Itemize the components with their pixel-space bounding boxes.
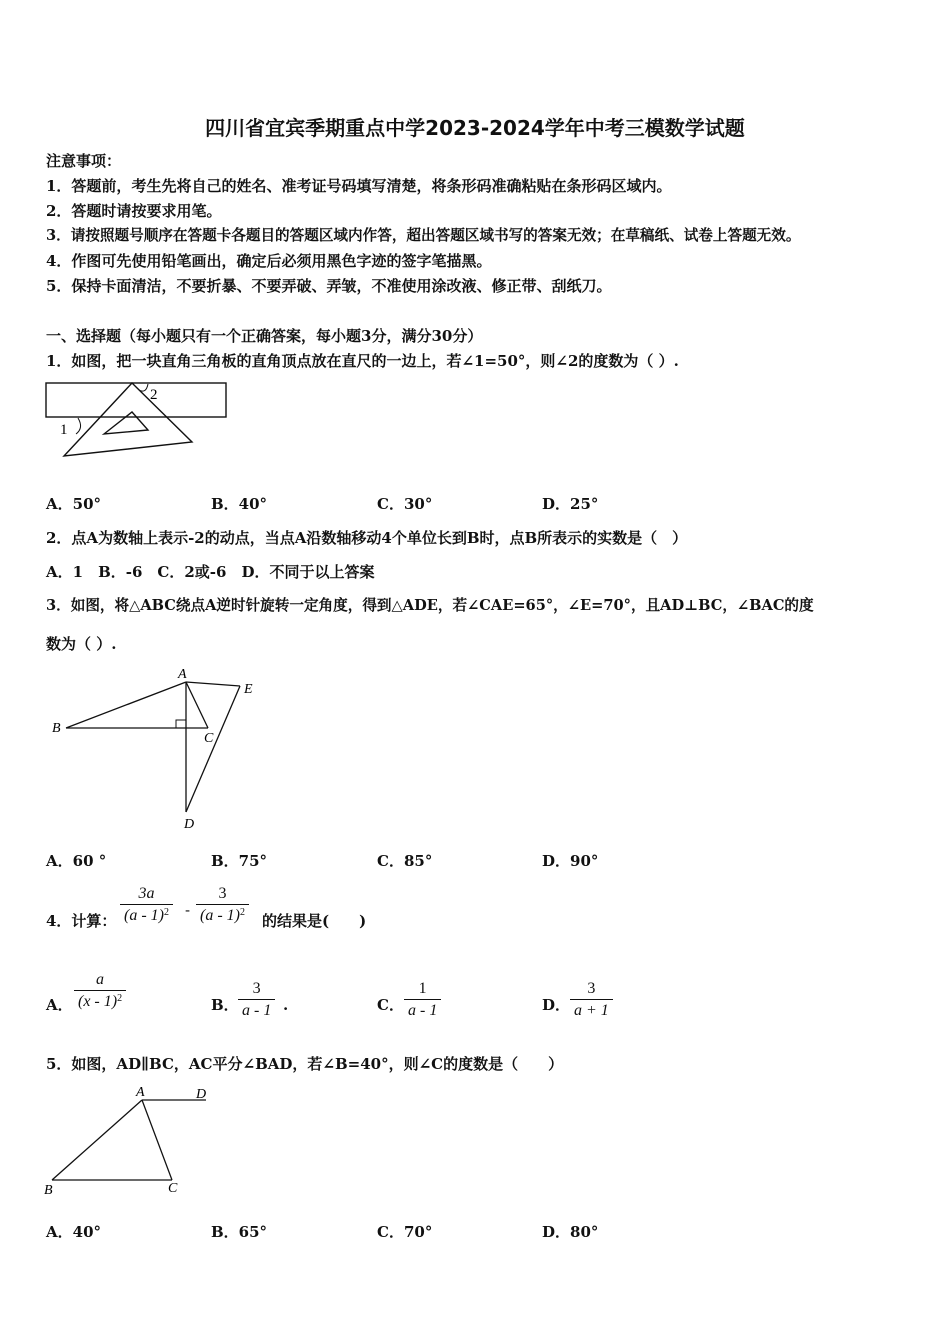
q4-option-a-label: A．: [46, 996, 73, 1014]
q4-fraction-1: $\frac{3a}{(a - 1)^2}$: [120, 884, 173, 927]
q5-option-b: B．65°: [211, 1223, 268, 1241]
notice-item-4: 4．作图可先使用铅笔画出，确定后必须用黑色字迹的签字笔描黑。: [46, 252, 492, 270]
q1-angle2-label: 2: [150, 387, 158, 403]
q5-option-a: A．40°: [46, 1223, 102, 1241]
q4-option-b-label: B．: [211, 996, 239, 1014]
q4-minus: -: [185, 901, 191, 919]
q5-label-a: A: [136, 1085, 145, 1100]
q4-option-d-fraction: $\frac{3}{a + 1}$: [570, 979, 613, 1022]
q1-option-a: A．50°: [46, 495, 102, 513]
question-5-text: 5．如图，AD∥BC，AC平分∠BAD，若∠B=40°，则∠C的度数是（ ）: [46, 1055, 564, 1073]
question-4-suffix: 的结果是( ): [262, 912, 367, 930]
question-3-text-line1: 3．如图，将△ABC绕点A逆时针旋转一定角度，得到△ADE，若∠CAE=65°，∠E=70°，且AD⊥BC，∠BAC的度: [46, 597, 814, 614]
q1-option-d: D．25°: [542, 495, 599, 513]
question-1-figure: [40, 378, 240, 462]
question-5-figure: [40, 1082, 230, 1202]
q3-label-e: E: [244, 682, 253, 697]
question-1-text: 1．如图，把一块直角三角板的直角顶点放在直尺的一边上，若∠1=50°，则∠2的度数为（ ）.: [46, 352, 679, 370]
q5-option-c: C．70°: [377, 1223, 433, 1241]
q4-option-b-dot: .: [283, 996, 289, 1014]
q1-option-b: B．40°: [211, 495, 268, 513]
q4-option-b-fraction: $\frac{3}{a - 1}$: [238, 979, 275, 1022]
question-3-text-line2: 数为（ ）.: [46, 635, 117, 653]
q1-option-c: C．30°: [377, 495, 433, 513]
notice-item-2: 2．答题时请按要求用笔。: [46, 202, 222, 220]
q3-label-c: C: [204, 731, 214, 746]
question-3-figure: [48, 666, 268, 836]
page-title: 四川省宜宾季期重点中学2023-2024学年中考三模数学试题: [205, 116, 745, 140]
q2-options: A．1 B．-6 C．2或-6 D．不同于以上答案: [46, 563, 375, 581]
notice-heading: 注意事项：: [46, 152, 122, 170]
q4-option-c-fraction: $\frac{1}{a - 1}$: [404, 979, 441, 1022]
section-heading: 一、选择题（每小题只有一个正确答案，每小题3分，满分30分）: [46, 327, 483, 345]
notice-item-5: 5．保持卡面清洁，不要折暴、不要弄破、弄皱，不准使用涂改液、修正带、刮纸刀。: [46, 277, 612, 295]
q3-option-d: D．90°: [542, 852, 599, 870]
q5-label-c: C: [168, 1181, 178, 1196]
q4-fraction-2: $\frac{3}{(a - 1)^2}$: [196, 884, 249, 927]
q4-option-a-fraction: $\frac{a}{(x - 1)^2}$: [74, 970, 126, 1013]
q3-label-b: B: [52, 721, 61, 736]
q3-option-a: A．60 °: [46, 852, 107, 870]
question-2-text: 2．点A为数轴上表示-2的动点，当点A沿数轴移动4个单位长到B时，点B所表示的实数是（ ）: [46, 529, 688, 547]
q4-option-d-label: D．: [542, 996, 571, 1014]
q5-label-d: D: [196, 1087, 207, 1102]
notice-item-3: 3．请按照题号顺序在答题卡各题目的答题区域内作答，超出答题区域书写的答案无效；在草稿纸、试卷上答题无效。: [46, 227, 801, 244]
q5-option-d: D．80°: [542, 1223, 599, 1241]
q3-label-d: D: [184, 817, 195, 832]
q3-option-c: C．85°: [377, 852, 433, 870]
q3-option-b: B．75°: [211, 852, 268, 870]
q1-angle1-label: 1: [60, 422, 68, 438]
q3-label-a: A: [178, 667, 187, 682]
q5-label-b: B: [44, 1183, 53, 1198]
question-4-prefix: 4．计算：: [46, 912, 117, 930]
notice-item-1: 1．答题前，考生先将自己的姓名、准考证号码填写清楚，将条形码准确粘贴在条形码区域内。: [46, 177, 672, 195]
q4-option-c-label: C．: [377, 996, 404, 1014]
